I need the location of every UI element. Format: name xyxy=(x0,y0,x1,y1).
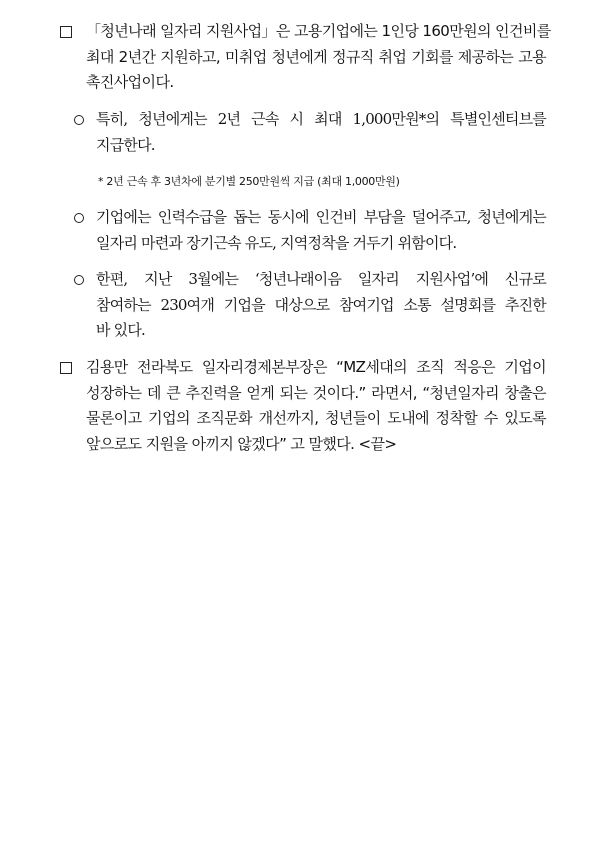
quote-line-2: 성장하는 데 큰 추진력을 얻게 되는 것이다.” 라면서, “청년일자리 창출은 xyxy=(86,383,546,402)
quote-line-4: 앞으로도 지원을 아끼지 않겠다” 고 말했다. <끝> xyxy=(86,434,397,453)
paragraph-briefing-text xyxy=(96,267,546,344)
paragraph-intro-text xyxy=(86,19,551,96)
square-bullet-icon xyxy=(60,355,72,382)
purpose-line-1: 기업에는 인력수급을 돕는 동시에 인건비 부담을 덜어주고, 청년에게는 xyxy=(96,208,546,226)
briefing-line-3: 바 있다. xyxy=(96,321,146,339)
paragraph-purpose xyxy=(74,205,546,256)
paragraph-incentive xyxy=(74,107,546,158)
paragraph-intro xyxy=(60,19,551,96)
incentive-line-1: 특히, 청년에게는 2년 근속 시 최대 1,000만원*의 특별인센티브를 xyxy=(96,110,546,128)
paragraph-quote-text xyxy=(86,355,546,457)
footnote: * 2년 근속 후 3년차에 분기별 250만원씩 지급 (최대 1,000만원) xyxy=(98,175,400,188)
circle-bullet-icon xyxy=(74,205,84,231)
incentive-line-2: 지급한다. xyxy=(96,135,155,154)
purpose-line-2: 일자리 마련과 장기근속 유도, 지역정착을 거두기 위함이다. xyxy=(96,233,457,252)
circle-bullet-icon xyxy=(74,267,84,293)
quote-line-1: 김용만 전라북도 일자리경제본부장은 “MZ세대의 조직 적응은 기업이 xyxy=(86,358,546,376)
paragraph-quote xyxy=(60,355,546,457)
square-bullet-icon xyxy=(60,19,72,46)
briefing-line-2: 참여하는 230여개 기업을 대상으로 참여기업 소통 설명회를 추진한 xyxy=(96,295,546,314)
intro-line-1: 「청년나래 일자리 지원사업」은 고용기업에는 1인당 160만원의 인건비를 xyxy=(86,22,551,40)
paragraph-incentive-text xyxy=(96,107,546,158)
quote-line-3: 물론이고 기업의 조직문화 개선까지, 청년들이 도내에 정착할 수 있도록 xyxy=(86,409,546,427)
briefing-line-1: 한편, 지난 3월에는 ‘청년나래이음 일자리 지원사업’에 신규로 xyxy=(96,270,546,288)
intro-line-3: 촉진사업이다. xyxy=(86,73,174,91)
paragraph-purpose-text xyxy=(96,205,546,256)
intro-line-2: 최대 2년간 지원하고, 미취업 청년에게 정규직 취업 기회를 제공하는 고용 xyxy=(86,47,546,66)
circle-bullet-icon xyxy=(74,107,84,133)
paragraph-briefing xyxy=(74,267,546,344)
